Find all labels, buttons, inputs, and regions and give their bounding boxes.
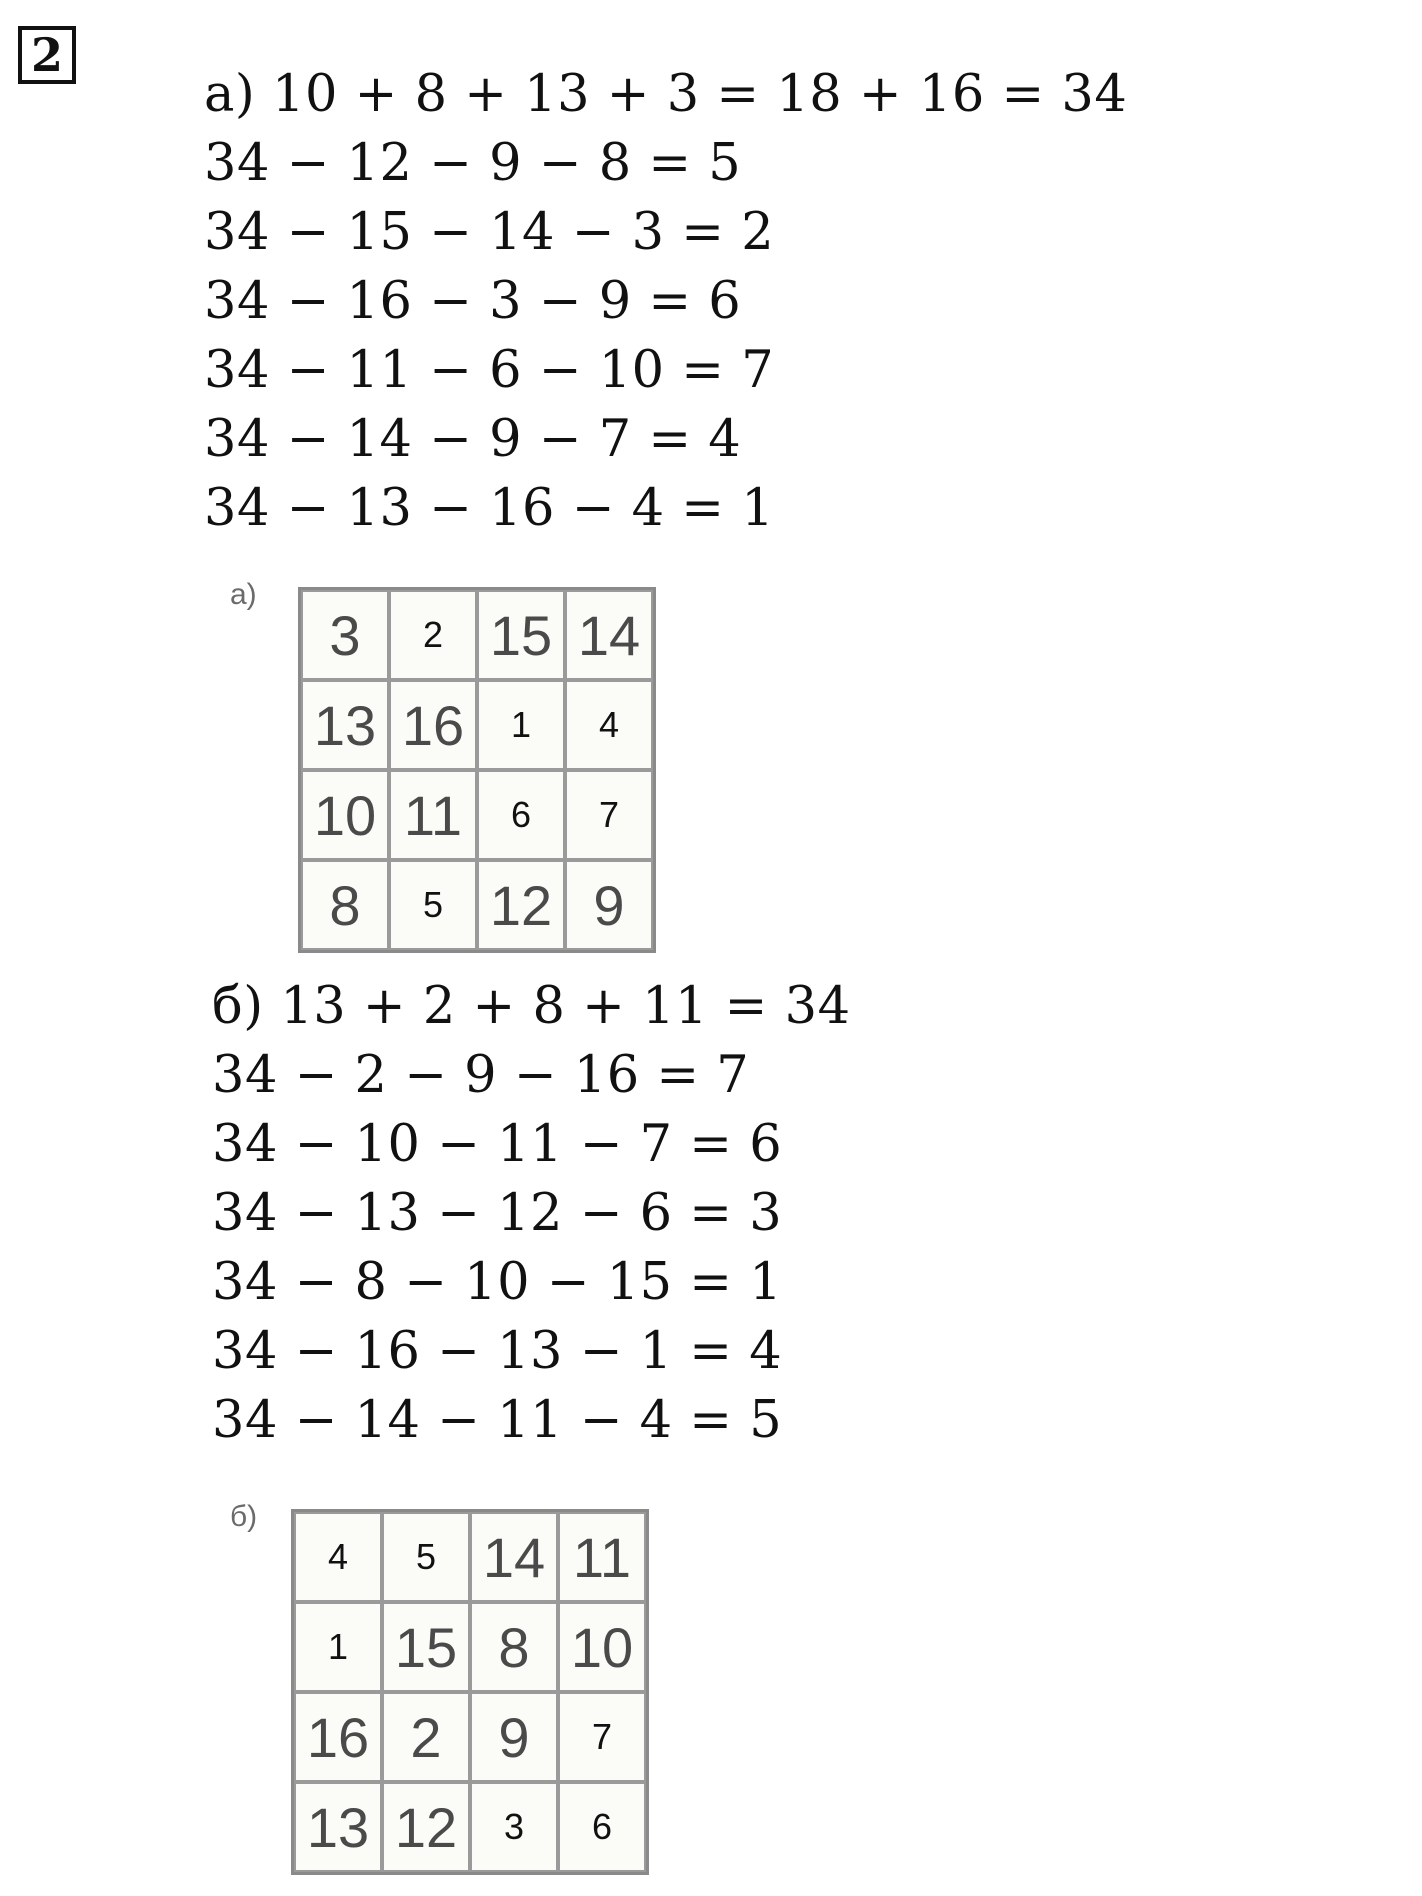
grid-cell: 12 bbox=[477, 860, 565, 950]
grid-cell: 16 bbox=[294, 1692, 382, 1782]
grid-cell: 5 bbox=[382, 1512, 470, 1602]
grid-cell: 6 bbox=[477, 770, 565, 860]
grid-cell: 2 bbox=[382, 1692, 470, 1782]
task-number: 2 bbox=[18, 26, 76, 84]
grid-label-part-a: а) bbox=[230, 578, 257, 611]
grid-cell: 9 bbox=[470, 1692, 558, 1782]
equations-part-b bbox=[212, 972, 851, 1455]
grid-cell: 15 bbox=[382, 1602, 470, 1692]
grid-cell: 10 bbox=[558, 1602, 646, 1692]
equation-line: 34 − 12 − 9 − 8 = 5 bbox=[204, 134, 742, 193]
grid-cell: 8 bbox=[470, 1602, 558, 1692]
equation-line: 34 − 8 − 10 − 15 = 1 bbox=[212, 1253, 783, 1312]
equations-part-a bbox=[204, 60, 1127, 543]
equation-line: 34 − 10 − 11 − 7 = 6 bbox=[212, 1115, 783, 1174]
grid-cell: 12 bbox=[382, 1782, 470, 1872]
equation-line: 34 − 13 − 12 − 6 = 3 bbox=[212, 1184, 783, 1243]
equation-line: 34 − 15 − 14 − 3 = 2 bbox=[204, 203, 775, 262]
grid-cell: 14 bbox=[470, 1512, 558, 1602]
equation-line: 34 − 14 − 11 − 4 = 5 bbox=[212, 1391, 783, 1450]
equation-line: а) 10 + 8 + 13 + 3 = 18 + 16 = 34 bbox=[204, 65, 1128, 124]
grid-cell: 9 bbox=[565, 860, 653, 950]
grid-cell: 10 bbox=[301, 770, 389, 860]
grid-cell: 11 bbox=[389, 770, 477, 860]
grid-cell: 7 bbox=[558, 1692, 646, 1782]
grid-cell: 7 bbox=[565, 770, 653, 860]
equation-line: б) 13 + 2 + 8 + 11 = 34 bbox=[212, 977, 851, 1036]
grid-cell: 11 bbox=[558, 1512, 646, 1602]
grid-cell: 16 bbox=[389, 680, 477, 770]
grid-cell: 13 bbox=[294, 1782, 382, 1872]
grid-cell: 2 bbox=[389, 590, 477, 680]
grid-cell: 13 bbox=[301, 680, 389, 770]
magic-square-part-a bbox=[298, 587, 656, 953]
equation-line: 34 − 13 − 16 − 4 = 1 bbox=[204, 479, 775, 538]
grid-cell: 3 bbox=[301, 590, 389, 680]
grid-cell: 3 bbox=[470, 1782, 558, 1872]
grid-cell: 1 bbox=[477, 680, 565, 770]
grid-cell: 4 bbox=[294, 1512, 382, 1602]
grid-label-part-b: б) bbox=[230, 1500, 258, 1533]
equation-line: 34 − 14 − 9 − 7 = 4 bbox=[204, 410, 742, 469]
grid-cell: 8 bbox=[301, 860, 389, 950]
grid-cell: 15 bbox=[477, 590, 565, 680]
grid-cell: 1 bbox=[294, 1602, 382, 1692]
equation-line: 34 − 11 − 6 − 10 = 7 bbox=[204, 341, 775, 400]
grid-cell: 6 bbox=[558, 1782, 646, 1872]
equation-line: 34 − 2 − 9 − 16 = 7 bbox=[212, 1046, 750, 1105]
equation-line: 34 − 16 − 3 − 9 = 6 bbox=[204, 272, 742, 331]
grid-cell: 14 bbox=[565, 590, 653, 680]
grid-cell: 4 bbox=[565, 680, 653, 770]
grid-cell: 5 bbox=[389, 860, 477, 950]
magic-square-part-b bbox=[291, 1509, 649, 1875]
equation-line: 34 − 16 − 13 − 1 = 4 bbox=[212, 1322, 783, 1381]
